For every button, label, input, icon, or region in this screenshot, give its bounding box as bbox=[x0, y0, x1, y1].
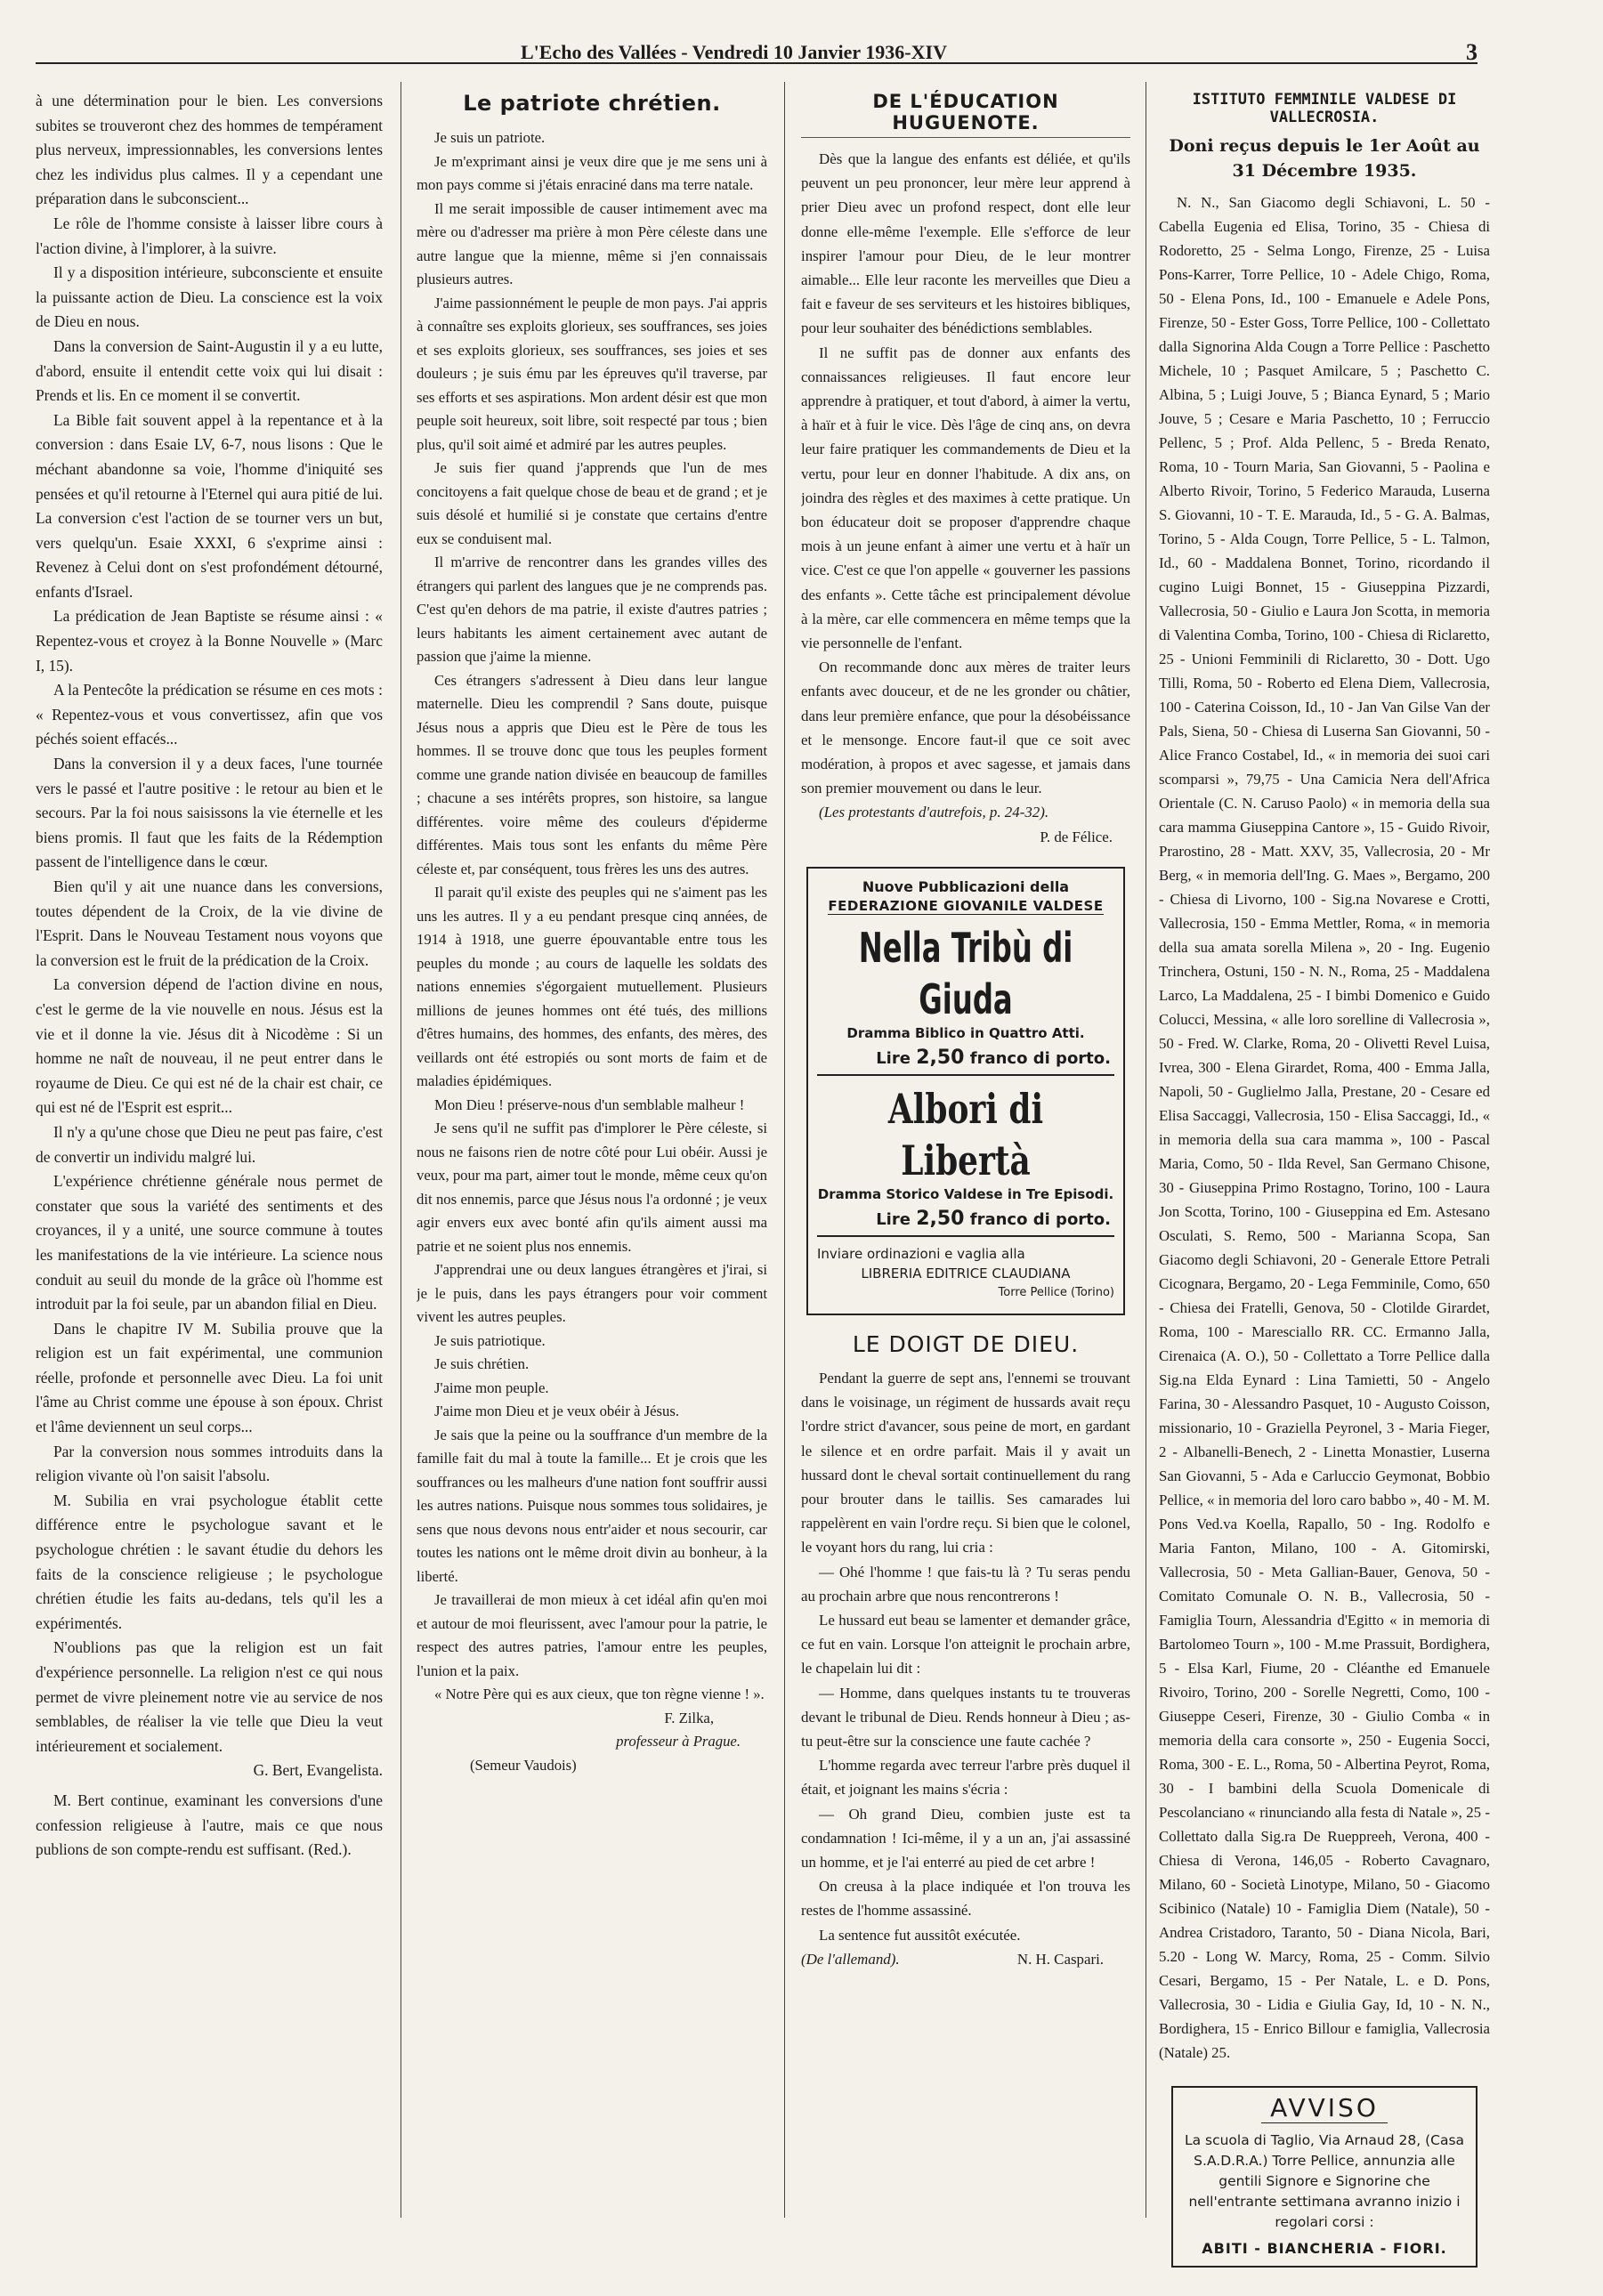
paragraph: Par la conversion nous sommes introduits dans la religion vivante où l'on saisit l'absolu. bbox=[36, 1442, 383, 1485]
order-info bbox=[817, 1244, 1114, 1303]
price-note: franco di porto. bbox=[969, 1048, 1111, 1068]
paragraph: La Bible fait souvent appel à la repentance et à la conversion : dans Esaie LV, 6-7, nous lisons : Que le méchant abandonne sa voie, l'homme d'iniquité ses pensées et qu'il retourne à l'Eternel qui aura pitié de lui. La conversion c'est l'action de se tourner vers un but, vers quelqu'un. Esaie XXXI, 6 s'exprime ainsi : Revenez à Celui dont on s'est profondément détourné, enfants d'Israel. bbox=[36, 410, 383, 601]
paragraph: — Homme, dans quelques instants tu te trouveras devant le tribunal de Dieu. Rends honneur à Dieu ; as-tu peut-être sur la conscience une faute cachée ? bbox=[801, 1684, 1130, 1750]
paragraph: Dans le chapitre IV M. Subilia prouve que la religion est un fait expérimental, une communion réelle, profonde et personnelle avec Dieu. La foi unit l'âme au Christ comme une épouse à son époux. Christ et l'âme deviennent un seul corps... bbox=[36, 1319, 383, 1436]
paragraph: La prédication de Jean Baptiste se résume ainsi : « Repentez-vous et croyez à la Bonne Nouvelle » (Marc I, 15). bbox=[36, 607, 383, 675]
paragraph: On recommande donc aux mères de traiter leurs enfants avec douceur, et de ne les gronder ou châtier, dans leur première enfance, que pour la désobéissance et le mensonge. Encore faut-il que ce soit avec modération, à propos et avec sagesse, et jamais dans son premier mouvement ou dans le leur. bbox=[801, 659, 1130, 797]
price-currency: Lire bbox=[876, 1209, 911, 1229]
story-source: (De l'allemand). bbox=[801, 1950, 900, 1968]
order-instruction: Inviare ordinazioni e vaglia alla bbox=[817, 1245, 1025, 1262]
paragraph: Il y a disposition intérieure, subconsciente et ensuite la puissante action de Dieu. La conscience est la voix de Dieu en nous. bbox=[36, 263, 383, 331]
book-price bbox=[821, 1047, 1111, 1069]
editor-note: M. Bert continue, examinant les conversions d'une confession religieuse à l'autre, mais ce que nous publions de son compte-rendu est suffisant. (Red.). bbox=[36, 1791, 383, 1859]
institute-title: ISTITUTO FEMMINILE VALDESE DI VALLECROSIA. bbox=[1192, 91, 1457, 126]
paragraph: Je sens qu'il ne suffit pas d'implorer le Père céleste, si nous ne faisons rien de notre côté pour Lui obéir. Aussi je veux, pour ma part, aimer tout le monde, même ceux qu'on dit nos ennemis, parce que Jésus nous l'a ordonné ; je veux agir envers eux avec bonté afin qu'ils aiment aussi ma patrie et ne soient plus nos ennemis. bbox=[417, 1120, 767, 1255]
article-title: Le patriote chrétien. bbox=[463, 91, 721, 116]
book-title: Nella Tribù di Giuda bbox=[858, 923, 1073, 1023]
page-header bbox=[36, 39, 1478, 65]
paragraph: — Oh grand Dieu, combien juste est ta condamnation ! Ici-même, il y a un an, j'ai assassiné un homme, et je l'ai enterré au pied de cet arbre ! bbox=[801, 1805, 1130, 1871]
donations-list: N. N., San Giacomo degli Schiavoni, L. 50 - Cabella Eugenia ed Elisa, Torino, 35 - Chiesa di Rodoretto, 25 - Selma Longo, Firenze, 25 - Luisa Pons-Karrer, Torre Pellice, 10 - Adele Chigo, Roma, 50 - Elena Pons, Id., 100 - Emanuele e Adele Pons, Firenze, 50 - Ester Goss, Torre Pellice, 100 - Collettato dalla Signorina Alda Cougn a Torre Pellice : Paschetto Michele, 10 ; Pasquet Amilcare, 5 ; Paschetto C. Albina, 5 ; Luigi Jouve, 5 ; Bianca Eynard, 5 ; Mario Jouve, 5 ; Cesare e Maria Paschetto, 10 ; Ferruccio Pellenc, 5 ; Prof. Alda Pellenc, 5 - Breda Renato, Roma, 10 - Tourn Maria, San Giovanni, 5 - Paolina e Alberto Rivoir, Torino, 5 Federico Marauda, Luserna S. Giovanni, 10 - T. E. Marauda, Id., 5 - G. A. Balmas, Torino, 5 - Alda Cougn, Torre Pellice, 5 - L. Talmon, Id., 60 - Maddalena Bonnet, Torino, ricordando il cugino Luigi Bonnet, 15 - Giuseppina Pizzardi, Vallecrosia, 50 - Giulio e Laura Jon Scotta, in memoria di Valentina Comba, Torino, 100 - Chiesa di Riclaretto, 25 - Unioni Femminili di Riclaretto, 30 - Dott. Ugo Tilli, Roma, 50 - Roberto ed Elena Diem, Vallecrosia, 100 - Caterina Coisson, Id., 10 - Jan Van Gilse Van der Pals, Siena, 50 - Chiesa di Luserna San Giovanni, 50 - Alice Franco Costabel, Id., « in memoria dei suoi cari scomparsi », 79,75 - Una Camicia Nera dell'Africa Orientale (C. N. Caruso Paolo) « in memoria della sua cara mamma Giuseppina Cantore », 15 - Guido Rivoir, Prarostino, 28 - Matt. XXV, 35, Vallecrosia, 20 - Mr Berg, « in memoria dell'Ing. G. Maes », Bergamo, 200 - Chiesa di Livorno, 100 - Sig.na Novarese e Crotti, Vallecrosia, 150 - Emma Mettler, Roma, « in memoria della sua amata sorella Milena », 20 - Ing. Eugenio Trinchera, Ostuni, 150 - N. N., Roma, 25 - Maddalena Larco, La Maddalena, 25 - I bimbi Domenico e Guido Colucci, Messina, « alle loro sorelline di Vallecrosia », 50 - Fred. W. Clarke, Roma, 20 - Olivetti Revel Luisa, Ivrea, 300 - Elena Girardet, Roma, 400 - Emma Jalla, Napoli, 50 - Guglielmo Jalla, Prestane, 20 - Cesare ed Elisa Saccaggi, Vallecrosia, 150 - Elisa Saccaggi, Id., « in memoria della sua cara mamma », 100 - Pascal Maria, Como, 50 - Ilda Revel, San Germano Chisone, 30 - Giuseppina Primo Rostagno, Torino, 100 - Laura Jon Scotta, Torino, 100 - Giuseppina ed Em. Astesano Osculati, S. Remo, 500 - Marianna Scopa, San Giacomo degli Schiavoni, 20 - Generale Ettore Petrali Cicognara, Bergamo, 20 - Lega Femminile, Como, 650 - Chiesa dei Fratelli, Genova, 50 - Clotilde Girardet, Roma, 100 - Maresciallo RR. CC. Ermanno Jalla, Cirenaica (A. O.), 50 - Collettato a Torre Pellice dalla Sig.na Elda Eynard : Lina Tamietti, 50 - Angelo Farina, 30 - Alessandro Pasquet, 10 - Augusto Coisson, missionario, 10 - Graziella Peyronel, 3 - Maria Fieger, 2 - Albanelli-Benech, 2 - Linetta Monastier, Luserna San Giovanni, 5 - Ada e Carluccio Geymonat, Bobbio Pellice, « in memoria del loro caro babbo », 40 - M. M. Pons Ved.va Koella, Rapallo, 50 - Ing. Rodolfo e Maria Fanton, Milano, 100 - A. Gitomirski, Vallecrosia, 50 - Meta Gallian-Bauer, Genova, 50 - Comitato Comunale O. N. B., Vallecrosia, 50 - Famiglia Tourn, Alessandria d'Egitto « in memoria di Bartolomeo Tourn », 100 - M.me Prassuit, Bordighera, 5 - Elsa Karl, Fiume, 20 - Cléanthe ed Emanuele Rivoiro, Torino, 200 - Sorelle Negretti, Como, 100 - Giuseppe Ceseri, Firenze, 30 - Giulio Comba « in memoria della cara consorte », 250 - Eugenia Socci, Roma, 300 - E. L., Roma, 50 - Albertina Peyrot, Roma, 30 - I bambini della Scuola Domenicale di Pescolanciano « rinunciando alla festa di Natale », 25 - Collettato dalla Sig.ra De Rueppreeh, Verona, 400 - Chiesa di Verona, 146,05 - Roberto Cavagnaro, Milano, 60 - Società Linotype, Milano, 50 - Giacomo Scibinico (Natale) 10 - Famiglia Diem (Natale), 50 - Andrea Cristadoro, Taranto, 50 - Diana Nicola, Bari, 5.20 - Long W. Marcy, Roma, 25 - Comm. Silvio Cesari, Bergamo, 15 - Per Natale, L. e D. Pons, Vallecrosia, 30 - Lidia e Giulia Gay, Id, 10 - N. N., Bordighera, 15 - Enrico Billour e famiglia, Vallecrosia (Natale) 25. bbox=[1159, 194, 1490, 2061]
newspaper-title: L'Echo des Vallées - Vendredi 10 Janvier 1936-XIV bbox=[521, 41, 947, 63]
publications-advertisement bbox=[806, 867, 1125, 1315]
paragraph: La conversion dépend de l'action divine en nous, c'est le germe de la vie nouvelle en nous. Jésus est la vie et il donne la vie. Jésus dit à Nicodème : Si un homme ne naît de nouveau, il ne peut entrer dans le royaume de Dieu. Ce qui est né de la chair est chair, ce qui est né de l'Esprit est esprit... bbox=[36, 975, 383, 1117]
paragraph: Je suis patriotique. bbox=[434, 1331, 546, 1349]
author-role: professeur à Prague. bbox=[616, 1733, 741, 1750]
paragraph: Bien qu'il y ait une nuance dans les conversions, toutes dépendent de la Croix, de la vie divine de l'Esprit. Dans le Nouveau Testament nous voyons que la conversion est le fruit de la prédication de la Croix. bbox=[36, 877, 383, 969]
paragraph: Je m'exprimant ainsi je veux dire que je me sens uni à mon pays comme si j'étais enraciné dans ma terre natale. bbox=[417, 152, 767, 193]
article-source: (Semeur Vaudois) bbox=[470, 1756, 577, 1774]
article-title: DE L'ÉDUCATION HUGUENOTE. bbox=[801, 91, 1130, 138]
paragraph: Je travaillerai de mon mieux à cet idéal afin qu'en moi et autour de moi fleurissent, avec l'amour pour la patrie, le respect des autres patries, l'amour entre les peuples, l'union et la paix. bbox=[417, 1591, 767, 1679]
article-signature: P. de Félice. bbox=[1040, 828, 1113, 845]
paragraph: Je sais que la peine ou la souffrance d'un membre de la famille fait du mal à toute la famille... Et je crois que les souffrances ou les malheurs d'une nation font souffrir aussi les autres nations. Puisque nous sommes tous solidaires, je sens que nous devons nous entr'aider et nous secourir, car toutes les nations ont le même droit divin au bonheur, à la liberté. bbox=[417, 1426, 767, 1585]
bookshop-name: LIBRERIA EDITRICE CLAUDIANA bbox=[861, 1265, 1071, 1281]
paragraph: J'aime mon Dieu et je veux obéir à Jésus. bbox=[434, 1403, 680, 1419]
notice-footer: ABITI - BIANCHERIA - FIORI. bbox=[1202, 2240, 1447, 2257]
notice-title: AVVISO bbox=[1261, 2093, 1388, 2123]
paragraph: « Notre Père qui es aux cieux, que ton règne vienne ! ». bbox=[434, 1686, 765, 1702]
paragraph: Il me serait impossible de causer intimement avec ma mère ou d'adresser ma prière à mon Père céleste dans une autre langue que la mienne, même si j'en connaissais plusieurs autres. bbox=[417, 199, 767, 287]
paragraph: Le hussard eut beau se lamenter et demander grâce, ce fut en vain. Lorsque l'on atteignit le prochain arbre, le chapelain lui dit : bbox=[801, 1611, 1130, 1678]
donations-subtitle: Doni reçus depuis le 1er Août au 31 Décembre 1935. bbox=[1169, 136, 1480, 181]
story-footer bbox=[801, 1947, 1130, 1971]
paragraph: Je suis fier quand j'apprends que l'un de mes concitoyens a fait quelque chose de beau et de grand ; et je suis désolé et humilié si je constate que certains d'entre eux se conduisent mal. bbox=[417, 459, 767, 547]
book-price bbox=[821, 1208, 1111, 1230]
notice-body: La scuola di Taglio, Via Arnaud 28, (Casa S.A.D.R.A.) Torre Pellice, annunzia alle gentili Signore e Signorine che nell'entrante settimana avranno inizio i regolari corsi : bbox=[1184, 2132, 1465, 2230]
paragraph: L'expérience chrétienne générale nous permet de constater que sous la variété des sentiments et des croyances, il y a unité, une source commune à toutes les manifestations de la vie intérieure. La science nous conduit au seuil du monde de la grâce où l'homme est introduit par la foi seule, par un abandon filial en Dieu. bbox=[36, 1172, 383, 1314]
author-name: F. Zilka, bbox=[664, 1709, 714, 1726]
story-title: LE DOIGT DE DIEU. bbox=[852, 1330, 1080, 1357]
ad-intro: Nuove Pubblicazioni della bbox=[862, 877, 1070, 895]
paragraph: Il m'arrive de rencontrer dans les grandes villes des étrangers qui parlent des langues que je ne comprends pas. C'est qu'en dehors de ma patrie, il existe d'autres patries ; leurs habitants les aiment certainement avec autant de passion que j'aime la mienne. bbox=[417, 554, 767, 665]
story-signature: N. H. Caspari. bbox=[1016, 1950, 1104, 1968]
price-amount: 2,50 bbox=[916, 1207, 965, 1230]
paragraph: J'apprendrai une ou deux langues étrangères et j'irai, si je le puis, dans les pays étrangers pour voir comment vivent les autres peuples. bbox=[417, 1261, 767, 1325]
column-rule bbox=[784, 82, 785, 2218]
paragraph: Ces étrangers s'adressent à Dieu dans leur langue maternelle. Dieu les comprendil ? Sans doute, puisque Jésus nous a appris que Dieu est le Père de tous les hommes. Il se trouve donc que tous les peuples forment comme une grande nation divisée en beaucoup de familles ; chacune a ses intérêts propres, son histoire, sa langue différentes. voire même des couleurs d'épiderme différentes. Mais tous sont les enfants du même Père céleste et, par conséquent, tous frères les uns des autres. bbox=[417, 671, 767, 877]
book-title: Albori di Libertà bbox=[887, 1084, 1044, 1184]
ad-divider bbox=[817, 1235, 1114, 1237]
column-patriote-article bbox=[417, 89, 767, 2269]
paragraph: Le rôle de l'homme consiste à laisser libre cours à l'action divine, à l'implorer, à la suivre. bbox=[36, 214, 383, 257]
ad-divider bbox=[817, 1074, 1114, 1076]
column-education-article bbox=[801, 89, 1130, 2269]
paragraph: La sentence fut aussitôt exécutée. bbox=[819, 1926, 1021, 1944]
paragraph: J'aime mon peuple. bbox=[434, 1378, 549, 1396]
paragraph: On creusa à la place indiquée et l'on trouva les restes de l'homme assassiné. bbox=[801, 1878, 1130, 1920]
citation: (Les protestants d'autrefois, p. 24-32). bbox=[819, 804, 1049, 821]
paragraph: L'homme regarda avec terreur l'arbre près duquel il était, et joignant les mains s'écria : bbox=[801, 1757, 1130, 1799]
book-subtitle: Dramma Storico Valdese in Tre Episodi. bbox=[817, 1185, 1114, 1202]
column-donations bbox=[1159, 89, 1490, 2269]
paragraph: A la Pentecôte la prédication se résume en ces mots : « Repentez-vous et vous convertissez, afin que vos péchés soient effacés... bbox=[36, 681, 383, 748]
paragraph: Mon Dieu ! préserve-nous d'un semblable malheur ! bbox=[434, 1095, 745, 1113]
ad-publisher: FEDERAZIONE GIOVANILE VALDESE bbox=[828, 897, 1104, 914]
paragraph: Il ne suffit pas de donner aux enfants des connaissances religieuses. Il faut encore leur apprendre à pratiquer, et tout d'abord, à aimer la vertu, à haïr et à fuir le vice. Dès l'âge de cinq ans, on devra leur faire pratiquer les commandements de Dieu et la vertu, pour leur en donner l'habitude. A dix ans, on joindra des règles et des maximes à cette pratique. Un bon éducateur doit se proposer d'apprendre chaque mois à un jeune enfant à aimer une vertu et à haïr un vice. C'est ce que l'on appelle « gouverner les passions des enfants ». Cette tâche est principalement dévolue à la mère, car elle commencera en même temps que la vie personnelle de l'enfant. bbox=[801, 344, 1130, 652]
paragraph: à une détermination pour le bien. Les conversions subites se trouveront chez des hommes de tempérament plus nerveux, impressionnables, les conversions lentes chez les individus plus calmes. Il y a cependant une préparation dans le subconscient... bbox=[36, 92, 383, 208]
paragraph: Dans la conversion de Saint-Augustin il y a eu lutte, d'abord, ensuite il entendit cette voix qui lui disait : Prends et lis. En ce moment il se convertit. bbox=[36, 336, 383, 405]
paragraph: Je suis chrétien. bbox=[434, 1355, 530, 1372]
paragraph: M. Subilia en vrai psychologue établit cette différence entre le psychologue savant et le psychologue chrétien : le savant étudie du dehors les faits de la conscience religieuse ; le psychologue chrétien étudie les faits au-dedans, tels qu'il les a expérimentés. bbox=[36, 1491, 383, 1632]
price-note: franco di porto. bbox=[969, 1209, 1111, 1229]
paragraph: Je suis un patriote. bbox=[434, 129, 546, 146]
article-signature: G. Bert, Evangelista. bbox=[253, 1761, 383, 1780]
bookshop-location: Torre Pellice (Torino) bbox=[998, 1285, 1114, 1299]
price-amount: 2,50 bbox=[916, 1046, 965, 1069]
page-number: 3 bbox=[1466, 39, 1478, 65]
paragraph: Dans la conversion il y a deux faces, l'une tournée vers le passé et l'autre positive : le retour au bien et le secours. Par la foi nous saisissons la vie éternelle et les biens promis. Il faut que les faits de la Rédemption passent de l'intelligence dans le cœur. bbox=[36, 755, 383, 871]
column-conversion-article bbox=[36, 89, 383, 2269]
paragraph: Il parait qu'il existe des peuples qui ne s'aiment pas les uns les autres. Il y a eu pendant presque cinq années, de 1914 à 1918, une guerre épouvantable entre tous les peuples du monde ; au cours de laquelle les soldats des nations ennemies s'égorgaient mutuellement. Plusieurs millions de jeunes hommes ont été tués, des millions d'êtres humains, des hommes, des enfants, des mères, des veillards ont été estropiés ou sont morts de faim et de maladies épidémiques. bbox=[417, 884, 767, 1089]
notice-box bbox=[1171, 2086, 1478, 2268]
paragraph: Dès que la langue des enfants est déliée, et qu'ils peuvent un peu prononcer, leur mère leur apprend à prier Dieu avec un profond respect, dont elle leur donne elle-même l'exemple. Elle s'efforce de leur inspirer l'amour pour Dieu, de le leur montrer aimable... Elle leur raconte les merveilles que Dieu a fait e faveur de ses serviteurs et les histoires bibliques, pour leur souhaiter des bénédictions semblables. bbox=[801, 150, 1130, 337]
paragraph: Il n'y a qu'une chose que Dieu ne peut pas faire, c'est de convertir un individu malgré lui. bbox=[36, 1122, 383, 1166]
paragraph: N'oublions pas que la religion est un fait d'expérience personnelle. La religion n'est ce qui nous permet de vivre pleinement notre vie au service de nos semblables, de réaliser la vie telle que Dieu la veut intérieurement et socialement. bbox=[36, 1638, 383, 1755]
paragraph: — Ohé l'homme ! que fais-tu là ? Tu seras pendu au prochain arbre que nous rencontrerons ! bbox=[801, 1563, 1130, 1605]
book-subtitle: Dramma Biblico in Quattro Atti. bbox=[846, 1024, 1085, 1041]
price-currency: Lire bbox=[876, 1048, 911, 1068]
paragraph: J'aime passionnément le peuple de mon pays. J'ai appris à connaître ses exploits glorieux, ses souffrances, ses joies et ses exploits glorieux, ses souffrances, ses joies et ses douleurs ; je suis ému par les épreuves qu'il traverse, par ses efforts et ses aspirations. Mon ardent désir est que mon peuple soit heureux, soit libre, soit respecté par tous ; bien plus, qu'il soit aimé et admiré par les autres peuples. bbox=[417, 294, 767, 453]
paragraph: Pendant la guerre de sept ans, l'ennemi se trouvant dans le voisinage, un régiment de hussards avait reçu l'ordre strict d'avancer, sous peine de mort, en gardant le silence et en ordre parfait. Mais il y avait un hussard dont le cheval sortait continuellement du rang pour brouter dans le taillis. Ses camarades lui rappelèrent en vain l'ordre reçu. Si bien que le colonel, le voyant hors du rang, lui cria : bbox=[801, 1369, 1130, 1556]
